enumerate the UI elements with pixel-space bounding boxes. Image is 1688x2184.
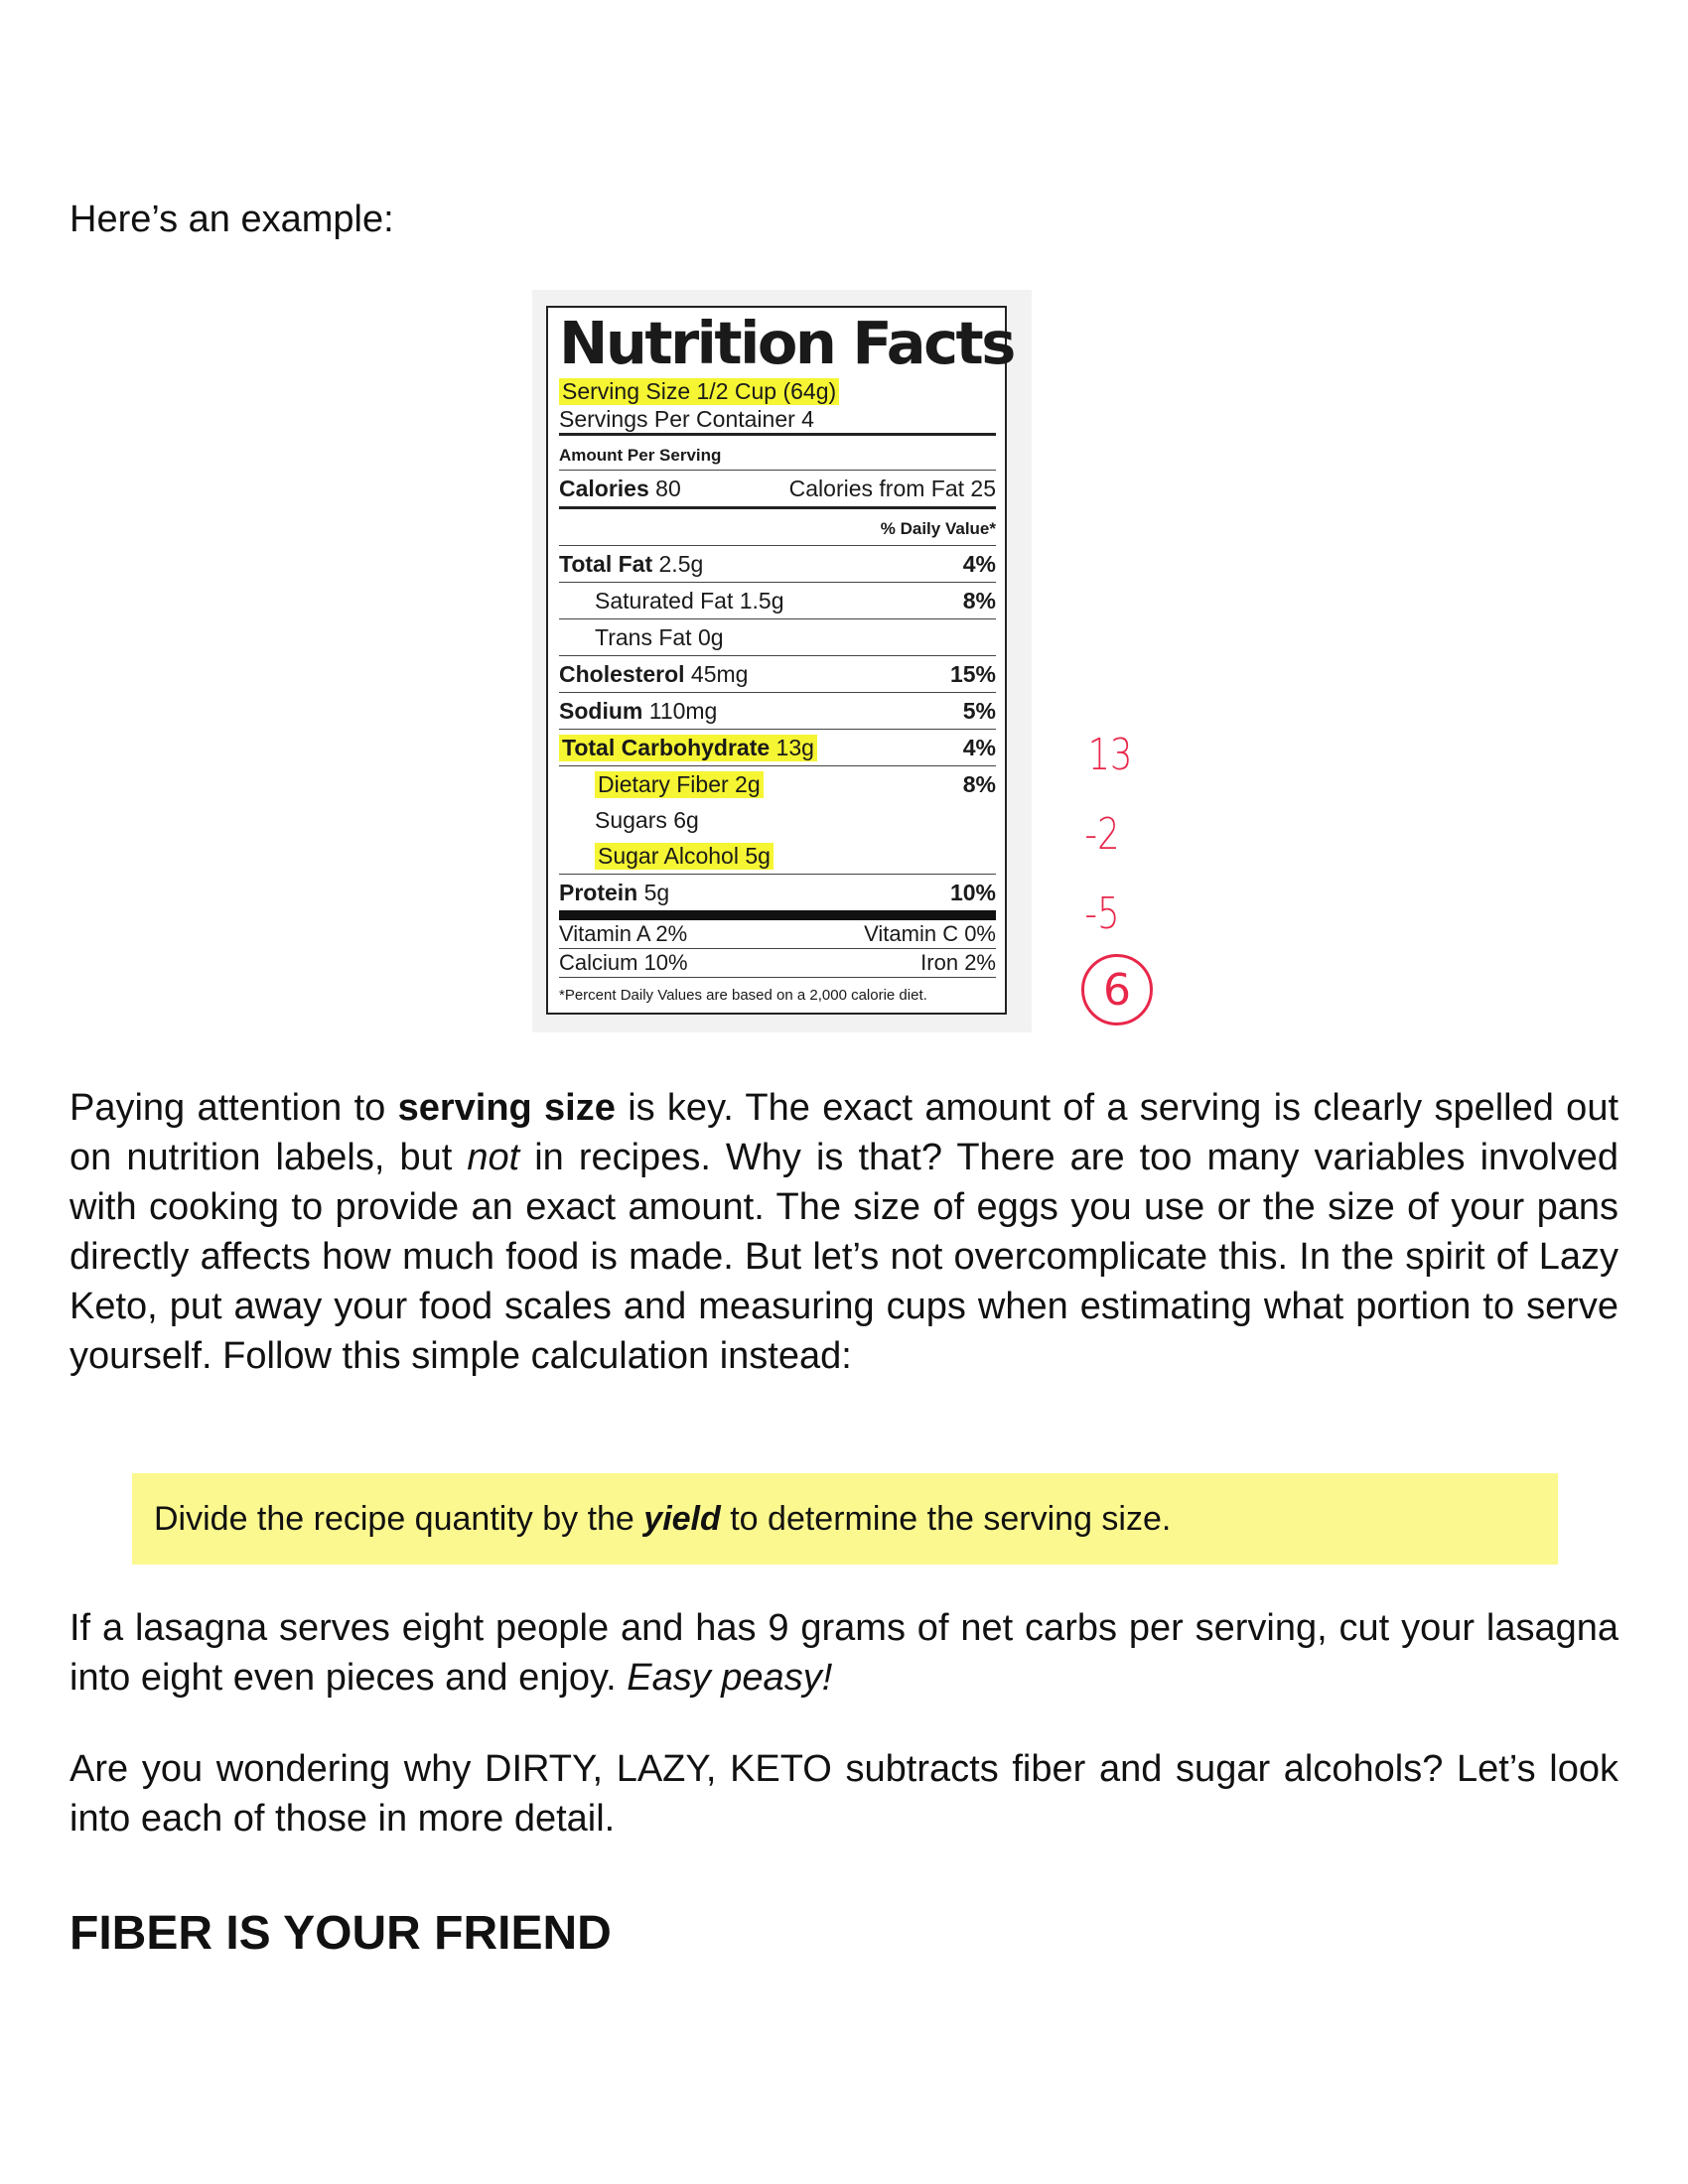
daily-value-header: % Daily Value* bbox=[880, 519, 996, 538]
nutrient-name: Dietary Fiber 2g bbox=[595, 771, 764, 798]
callout-box: Divide the recipe quantity by the yield to determine the serving size. bbox=[132, 1473, 1558, 1565]
nutrient-row bbox=[559, 619, 996, 655]
nutrient-dv: 15% bbox=[949, 660, 996, 687]
nutrient-name: Sugars 6g bbox=[595, 806, 699, 833]
annotation-fiber: -2 bbox=[1084, 809, 1120, 860]
nutrient-name: Saturated Fat 1.5g bbox=[595, 587, 784, 614]
annotation-carbs: 13 bbox=[1087, 730, 1133, 780]
nutrient-dv: 10% bbox=[949, 879, 996, 905]
nutrient-dv: 8% bbox=[962, 587, 996, 614]
divider bbox=[559, 910, 996, 920]
intro-text: Here’s an example: bbox=[70, 199, 394, 240]
vitamin-row bbox=[559, 920, 996, 948]
nutrient-dv: 4% bbox=[962, 550, 996, 577]
paragraph-serving-size: Paying attention to serving size is key. The exact amount of a serving is clearly spelled out on nutrition labels, but not in recipes. Why is that? There are too many variables involved with cooking to provide an exact amount. The size of eggs you use or the size of your pans directly affects how much food is made. But let’s not overcomplicate this. In the spirit of Lazy Keto, put away your food scales and measuring cups when estimating what portion to serve yourself. Follow this simple calculation instead: bbox=[70, 1087, 1619, 1377]
nutrient-row bbox=[559, 656, 996, 692]
nutrient-name: Total Carbohydrate bbox=[562, 734, 771, 760]
nutrient-row bbox=[559, 730, 996, 765]
nutrient-amount: 13g bbox=[775, 734, 814, 760]
calories-value: 80 bbox=[655, 475, 681, 501]
nutrient-row bbox=[559, 802, 996, 838]
annotation-sugar-alcohol: -5 bbox=[1084, 888, 1120, 939]
serving-size: Serving Size 1/2 Cup (64g) bbox=[559, 378, 839, 405]
nutrient-name: Cholesterol bbox=[559, 660, 685, 687]
nutrient-amount: 45mg bbox=[690, 660, 749, 687]
nutrient-row bbox=[559, 875, 996, 910]
mineral-row bbox=[559, 949, 996, 977]
nutrient-name: Protein bbox=[559, 879, 638, 905]
nutrient-row bbox=[559, 766, 996, 802]
nutrient-amount: 2.5g bbox=[658, 550, 704, 577]
nutrient-row bbox=[559, 583, 996, 618]
nutrient-name: Sugar Alcohol 5g bbox=[595, 843, 774, 870]
nutrition-facts-title: Nutrition Facts bbox=[559, 309, 1014, 377]
calories-row bbox=[559, 471, 996, 506]
vitamin-a: Vitamin A 2% bbox=[559, 921, 688, 946]
nutrient-name: Total Fat bbox=[559, 550, 653, 577]
vitamin-c: Vitamin C 0% bbox=[864, 921, 996, 946]
section-heading: FIBER IS YOUR FRIEND bbox=[70, 1907, 612, 1960]
nutrient-name: Trans Fat 0g bbox=[595, 623, 724, 650]
annotation-net-carbs: 6 bbox=[1081, 954, 1153, 1025]
nutrient-dv: 4% bbox=[962, 734, 996, 760]
nutrition-facts-label bbox=[546, 306, 1014, 1015]
paragraph-lasagna: If a lasagna serves eight people and has 9 grams of net carbs per serving, cut your lasagna into eight even pieces and enjoy. Easy peasy! bbox=[70, 1607, 1618, 1699]
calories-label: Calories bbox=[559, 475, 649, 501]
nutrient-amount: 110mg bbox=[648, 697, 718, 724]
calories-from-fat: Calories from Fat 25 bbox=[788, 475, 996, 501]
nutrient-dv: 5% bbox=[962, 697, 996, 724]
nutrient-row bbox=[559, 838, 996, 874]
nutrient-dv: 8% bbox=[962, 770, 996, 797]
nutrient-row bbox=[559, 693, 996, 729]
nutrition-label-image bbox=[532, 290, 1032, 1032]
iron: Iron 2% bbox=[920, 950, 996, 975]
nutrient-name: Sodium bbox=[559, 697, 643, 724]
servings-per-container: Servings Per Container 4 bbox=[559, 405, 814, 432]
paragraph-fiber-question: Are you wondering why DIRTY, LAZY, KETO subtracts fiber and sugar alcohols? Let’s look into each of those in more detail. bbox=[70, 1748, 1618, 1840]
nutrient-amount: 5g bbox=[643, 879, 670, 905]
amount-per-serving: Amount Per Serving bbox=[559, 446, 722, 465]
calcium: Calcium 10% bbox=[559, 950, 688, 975]
label-footnote: *Percent Daily Values are based on a 2,000 calorie diet. bbox=[559, 986, 927, 1004]
nutrient-row bbox=[559, 546, 996, 582]
